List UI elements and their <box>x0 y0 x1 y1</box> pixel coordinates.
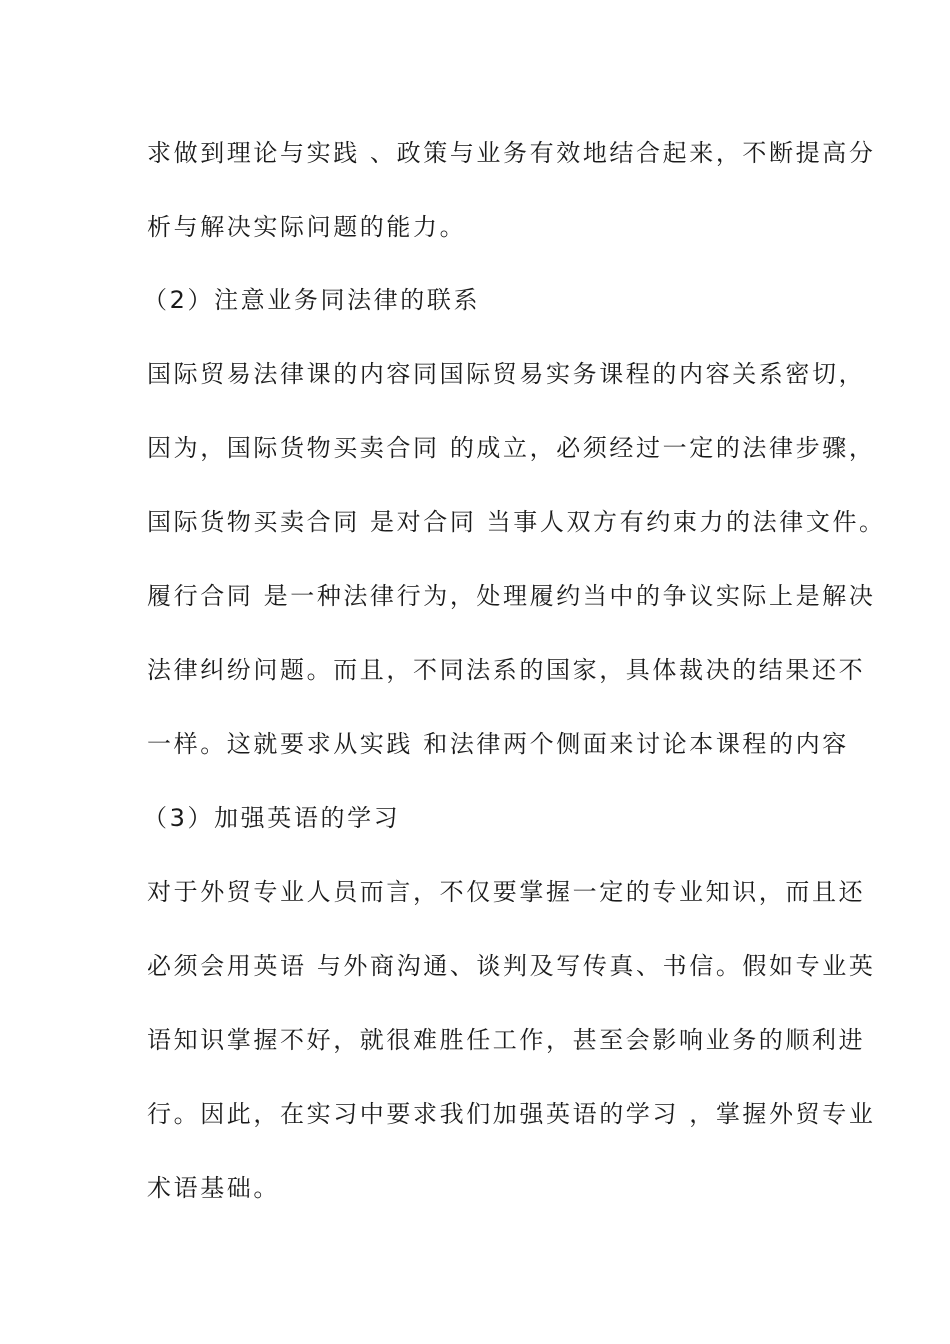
paragraph-line: 国际货物买卖合同 是对合同 当事人双方有约束力的法律文件。 <box>147 508 886 536</box>
section-heading: （2）注意业务同法律的联系 <box>143 286 481 314</box>
paragraph-line: 求做到理论与实践 、政策与业务有效地结合起来，不断提高分 <box>147 139 876 167</box>
paragraph-line: 法律纠纷问题。而且，不同法系的国家，具体裁决的结果还不 <box>147 656 866 684</box>
paragraph-line: 析与解决实际问题的能力。 <box>147 213 467 241</box>
paragraph-line: 对于外贸专业人员而言，不仅要掌握一定的专业知识，而且还 <box>147 878 866 906</box>
paragraph-line: 行。因此，在实习中要求我们加强英语的学习 ，掌握外贸专业 <box>147 1100 876 1128</box>
paragraph-line: 必须会用英语 与外商沟通、谈判及写传真、书信。假如专业英 <box>147 952 876 980</box>
paragraph-line: 履行合同 是一种法律行为，处理履约当中的争议实际上是解决 <box>147 582 876 610</box>
paragraph-line: 一样。这就要求从实践 和法律两个侧面来讨论本课程的内容 <box>147 730 849 758</box>
paragraph-line: 因为，国际货物买卖合同 的成立，必须经过一定的法律步骤， <box>147 434 876 462</box>
paragraph-line: 术语基础。 <box>147 1174 280 1202</box>
paragraph-line: 语知识掌握不好，就很难胜任工作，甚至会影响业务的顺利进 <box>147 1026 866 1054</box>
paragraph-line: 国际贸易法律课的内容同国际贸易实务课程的内容关系密切， <box>147 360 866 388</box>
section-heading: （3）加强英语的学习 <box>143 804 401 832</box>
